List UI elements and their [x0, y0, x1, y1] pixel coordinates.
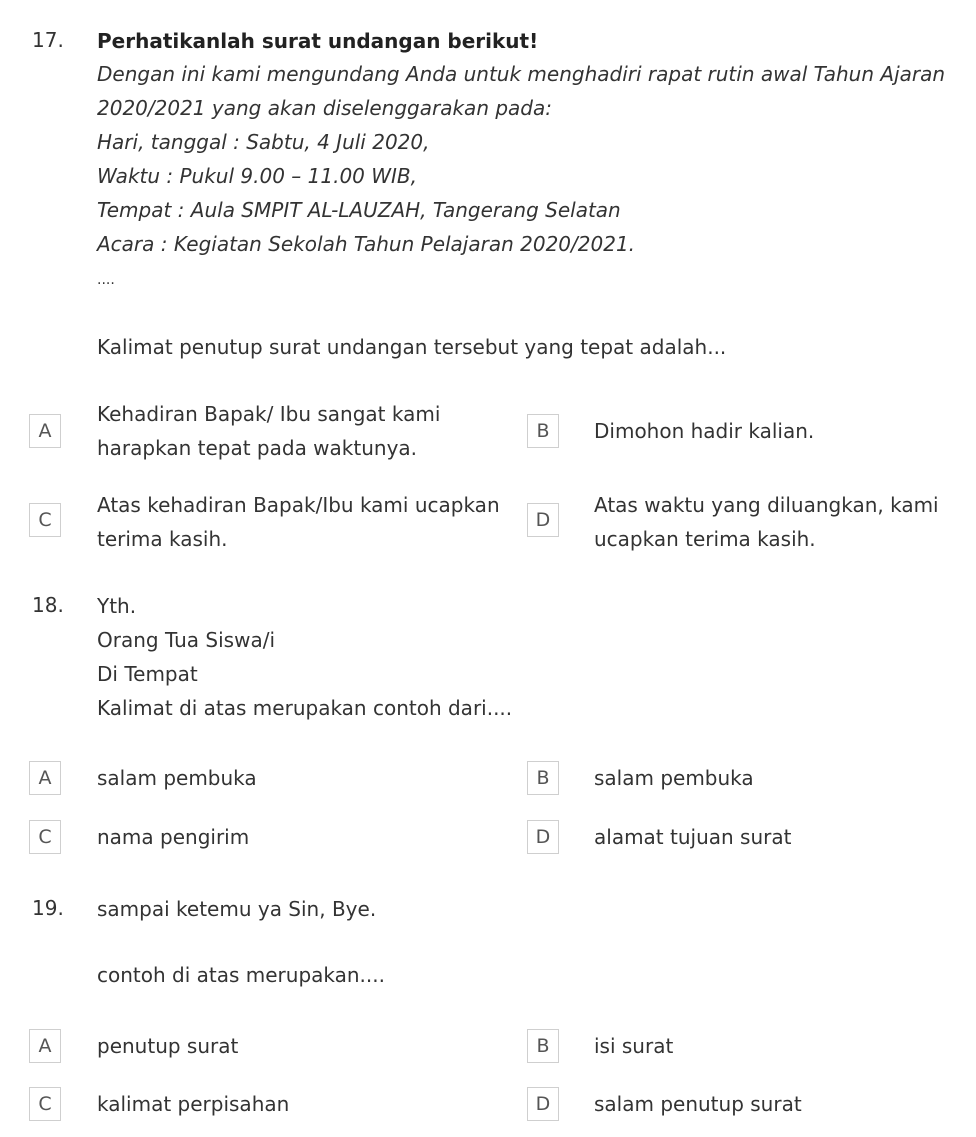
- q18-option-c-box[interactable]: C: [29, 820, 61, 854]
- q18-question: Kalimat di atas merupakan contoh dari....: [97, 696, 513, 720]
- q19-number: 19.: [32, 896, 64, 920]
- q18-option-b-box[interactable]: B: [527, 761, 559, 795]
- q19-option-d-box[interactable]: D: [527, 1087, 559, 1121]
- q17-option-c-box[interactable]: C: [29, 503, 61, 537]
- q18-option-b-text[interactable]: salam pembuka: [594, 766, 754, 790]
- q17-letter-line: Acara : Kegiatan Sekolah Tahun Pelajaran 2020/2021.: [97, 232, 636, 256]
- q18-option-a-text[interactable]: salam pembuka: [97, 766, 257, 790]
- q17-letter-line: Dengan ini kami mengundang Anda untuk menghadiri rapat rutin awal Tahun Ajaran: [97, 62, 946, 86]
- q18-line: Yth.: [97, 594, 137, 618]
- q18-option-d-text[interactable]: alamat tujuan surat: [594, 825, 792, 849]
- q18-option-d-box[interactable]: D: [527, 820, 559, 854]
- q19-option-a-text[interactable]: penutup surat: [97, 1034, 239, 1058]
- q18-number: 18.: [32, 593, 64, 617]
- q17-option-a-box[interactable]: A: [29, 414, 61, 448]
- q17-letter-line: Tempat : Aula SMPIT AL-LAUZAH, Tangerang Selatan: [97, 198, 621, 222]
- q19-line: sampai ketemu ya Sin, Bye.: [97, 897, 377, 921]
- q17-letter-line: Hari, tanggal : Sabtu, 4 Juli 2020,: [97, 130, 430, 154]
- q18-line: Orang Tua Siswa/i: [97, 628, 275, 652]
- q17-letter-line: 2020/2021 yang akan diselenggarakan pada:: [97, 96, 552, 120]
- q17-option-d-text[interactable]: Atas waktu yang diluangkan, kami ucapkan terima kasih.: [594, 493, 939, 551]
- q17-option-b-text[interactable]: Dimohon hadir kalian.: [594, 419, 815, 443]
- q17-option-b-box[interactable]: B: [527, 414, 559, 448]
- q19-option-b-text[interactable]: isi surat: [594, 1034, 674, 1058]
- q18-line: Di Tempat: [97, 662, 198, 686]
- q19-question: contoh di atas merupakan....: [97, 963, 385, 987]
- q17-question: Kalimat penutup surat undangan tersebut yang tepat adalah...: [97, 335, 727, 359]
- q17-option-d-box[interactable]: D: [527, 503, 559, 537]
- q19-option-a-box[interactable]: A: [29, 1029, 61, 1063]
- q17-letter-ellipsis: ....: [97, 272, 115, 288]
- q19-option-c-box[interactable]: C: [29, 1087, 61, 1121]
- q17-title: Perhatikanlah surat undangan berikut!: [97, 29, 539, 53]
- q17-letter-line: Waktu : Pukul 9.00 – 11.00 WIB,: [97, 164, 418, 188]
- q17-option-a-text[interactable]: Kehadiran Bapak/ Ibu sangat kami harapkan tepat pada waktunya.: [97, 402, 441, 460]
- q19-option-d-text[interactable]: salam penutup surat: [594, 1092, 802, 1116]
- q17-option-c-text[interactable]: Atas kehadiran Bapak/Ibu kami ucapkan terima kasih.: [97, 493, 500, 551]
- q19-option-b-box[interactable]: B: [527, 1029, 559, 1063]
- q18-option-c-text[interactable]: nama pengirim: [97, 825, 250, 849]
- q18-option-a-box[interactable]: A: [29, 761, 61, 795]
- q17-number: 17.: [32, 28, 64, 52]
- q19-option-c-text[interactable]: kalimat perpisahan: [97, 1092, 290, 1116]
